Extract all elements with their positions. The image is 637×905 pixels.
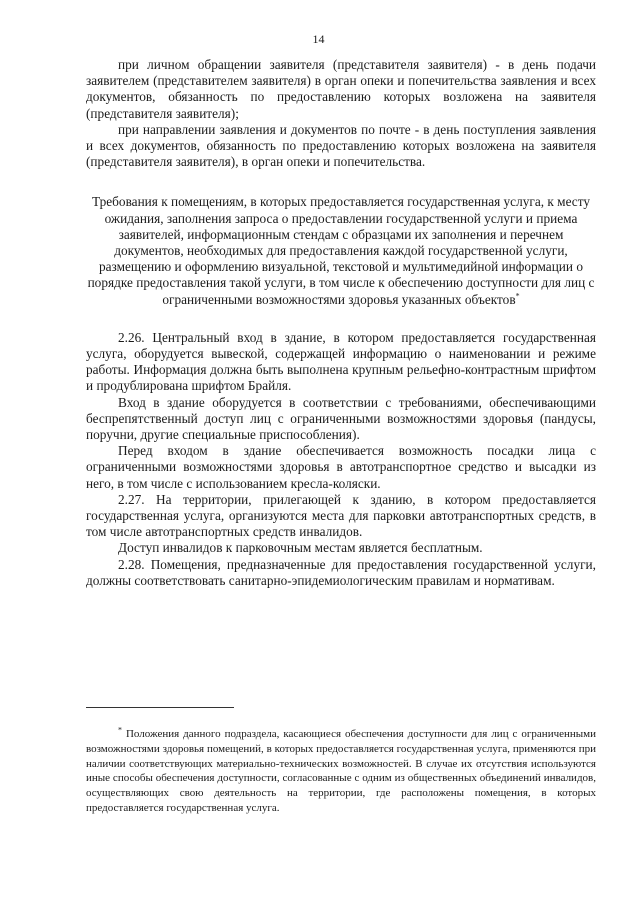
paragraph-postal-filing: при направлении заявления и документов по почте - в день поступления заявления и всех документов, обязанность по предоставлению которых возложена на заявителя (представителя заявителя), в орган опеки и попечительства. <box>86 121 596 170</box>
footnote-separator <box>86 707 234 708</box>
paragraph-2-28: 2.28. Помещения, предназначенные для предоставления государственной услуги, должны соответствовать санитарно-эпидемиологическим правилам и нормативам. <box>86 556 596 588</box>
paragraph-in-person-filing: при личном обращении заявителя (представителя заявителя) - в день подачи заявителем (представителем заявителя) в орган опеки и попечительства заявления и всех документов, обязанность по предоставлению которых возложена на заявителя (представителя заявителя); <box>86 57 596 121</box>
paragraph-2-27: 2.27. На территории, прилегающей к зданию, в котором предоставляется государственная услуга, организуются места для парковки автотранспортных средств, в том числе автотранспортных средств инвалидов. <box>86 491 596 540</box>
footnote-mark: * <box>118 725 122 735</box>
footnote-reference-mark: * <box>515 291 520 301</box>
page-number: 14 <box>312 32 325 46</box>
paragraph-2-26: 2.26. Центральный вход в здание, в котором предоставляется государственная услуга, оборудуется вывеской, содержащей информацию о наименовании и режиме работы. Информация должна быть выполнена крупным рельефно-контрастным шрифтом и продублирована шрифтом Брайля. <box>86 329 596 394</box>
section-heading <box>86 194 596 307</box>
paragraph-vehicle-boarding: Перед входом в здание обеспечивается возможность посадки лица с ограниченными возможностями здоровья в автотранспортное средство и высадки из него, в том числе с использованием кресла-коляски. <box>86 443 596 491</box>
paragraph-entrance-equipment: Вход в здание оборудуется в соответствии с требованиями, обеспечивающими беспрепятственный доступ лиц с ограниченными возможностями здоровья (пандусы, поручни, другие специальные приспособления). <box>86 394 596 443</box>
section-heading-text: Требования к помещениям, в которых предоставляется государственная услуга, к месту ожидания, заполнения запроса о предоставлении государственной услуги и приема заявителей, информационным стендам с образцами их заполнения и перечнем документов, необходимых для предоставления каждой государственной услуги, размещению и оформлению визуальной, текстовой и мультимедийной информации о порядке предоставления такой услуги, в том числе к обеспечению доступности для лиц с ограниченными возможностями здоровья указанных объектов <box>87 194 595 307</box>
footnote-text: Положения данного подраздела, касающиеся обеспечения доступности для лиц с ограниченными возможностями здоровья помещений, в которых предоставляется государственная услуга, применяются при наличии соответствующих материально-технических возможностей. В случае их отсутствия используются иные способы обеспечения доступности, согласованные с одним из общественных объединений инвалидов, осуществляющих свою деятельность на территории, где расположены помещения, в которых предоставляется государственная услуга. <box>86 728 597 814</box>
paragraph-free-parking: Доступ инвалидов к парковочным местам является бесплатным. <box>118 540 483 556</box>
footnote <box>86 727 596 816</box>
page-content <box>86 57 596 589</box>
